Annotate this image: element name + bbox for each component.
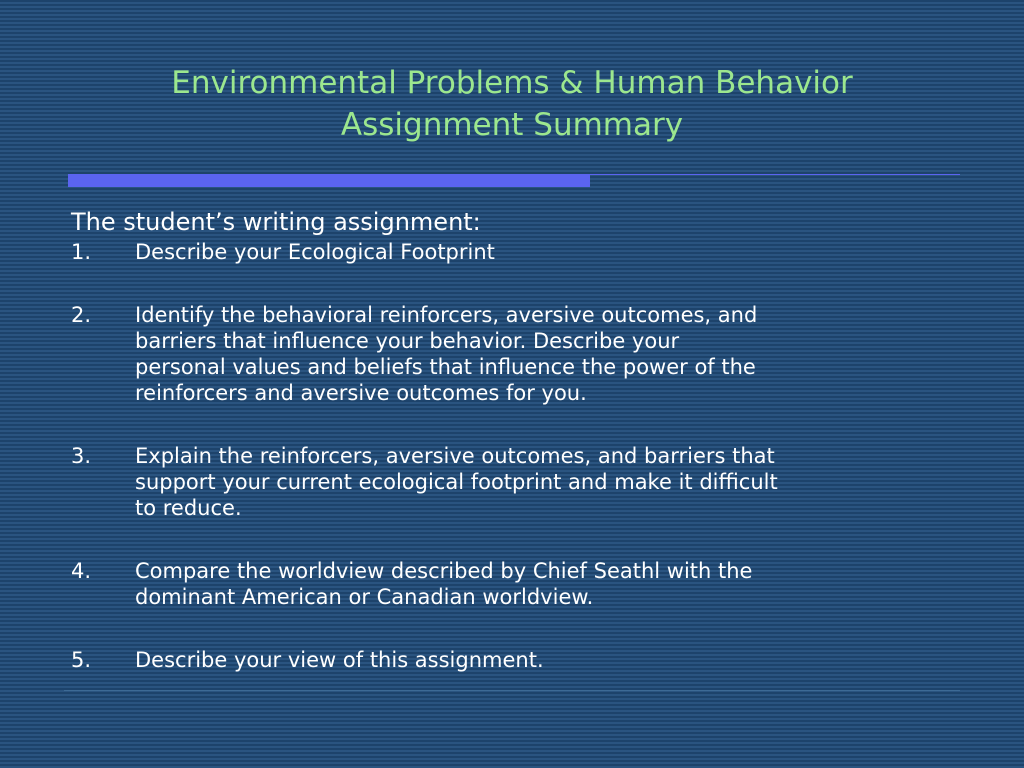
list-item — [71, 558, 971, 610]
list-item-number: 2. — [71, 303, 92, 327]
list-item-number: 4. — [71, 559, 92, 583]
list-item-number: 5. — [71, 648, 92, 672]
list-item-text: Describe your Ecological Footprint — [135, 240, 495, 264]
title-divider-thin-line — [590, 174, 960, 175]
list-item — [71, 302, 971, 406]
slide-body — [71, 205, 971, 673]
slide-title-line-1: Environmental Problems & Human Behavior — [171, 65, 853, 101]
list-item-number: 3. — [71, 444, 92, 468]
slide-title-line-2: Assignment Summary — [340, 107, 684, 143]
assignment-list — [71, 239, 971, 673]
slide-title — [60, 62, 964, 146]
assignment-intro: The student’s writing assignment: — [71, 208, 481, 236]
list-item-text: Describe your view of this assignment. — [135, 648, 544, 672]
title-divider — [68, 174, 960, 188]
list-item-number: 1. — [71, 240, 92, 264]
list-item-text: Compare the worldview described by Chief Seathl with the dominant American or Canadian worldview. — [135, 559, 753, 609]
bottom-divider — [64, 690, 960, 691]
title-divider-thick-bar — [68, 174, 590, 187]
list-item — [71, 647, 971, 673]
list-item-text: Explain the reinforcers, aversive outcomes, and barriers that support your current ecological footprint and make it difficult to reduce. — [135, 444, 778, 520]
list-item — [71, 239, 971, 265]
list-item — [71, 443, 971, 521]
list-item-text: Identify the behavioral reinforcers, aversive outcomes, and barriers that influence your behavior. Describe your personal values and beliefs that influence the power of the reinforcers and aversive outcomes for you. — [135, 303, 758, 405]
